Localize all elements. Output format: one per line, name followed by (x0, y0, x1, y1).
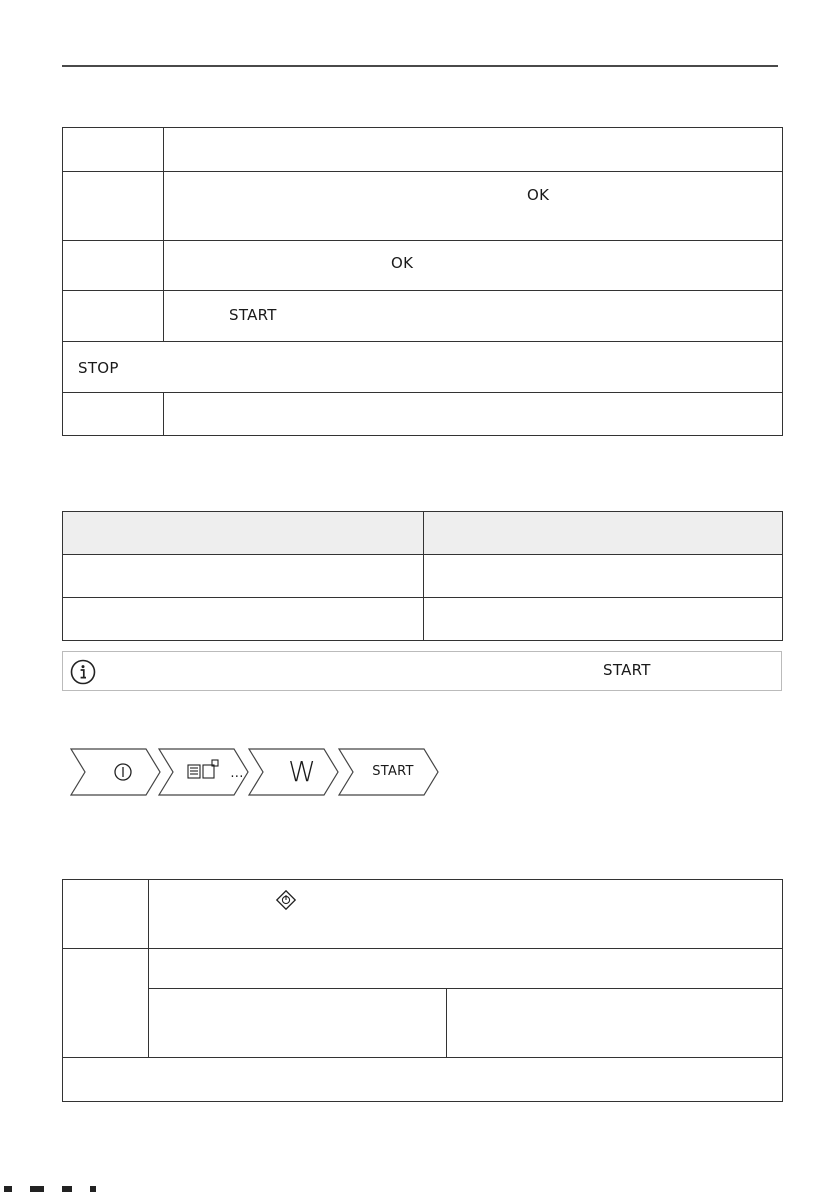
table-row (63, 128, 783, 172)
step-cell (63, 880, 149, 949)
table-row (63, 555, 783, 598)
table-header-row (63, 512, 783, 555)
step-cell (63, 241, 164, 291)
instruction-cell (164, 393, 783, 436)
start-step-label: START (372, 764, 414, 779)
header-cell (63, 512, 424, 555)
stop-cell (63, 342, 783, 393)
ok-key-label: OK (527, 186, 550, 204)
table-row (63, 598, 783, 641)
page-footer-fragment (0, 1186, 120, 1192)
table-row (63, 1058, 783, 1102)
table-row (63, 880, 783, 949)
option-cell (447, 989, 783, 1058)
header-rule (62, 65, 778, 67)
operation-sequence (70, 748, 440, 796)
flow-step-power (70, 748, 162, 796)
summary-cell (63, 1058, 783, 1102)
table-row (63, 393, 783, 436)
table-row (63, 949, 783, 989)
table-row (63, 241, 783, 291)
start-function-table (62, 879, 783, 1102)
start-key-label: START (603, 661, 651, 679)
watt-icon: W (288, 755, 316, 788)
table-cell (63, 555, 424, 598)
start-key-label: START (229, 306, 277, 324)
table-cell (63, 598, 424, 641)
header-cell (424, 512, 783, 555)
settings-table (62, 511, 783, 641)
instruction-cell (164, 172, 783, 241)
table-row (63, 342, 783, 393)
step-cell (63, 128, 164, 172)
step-cell (63, 949, 149, 1058)
more-modes-label: ... (230, 766, 244, 781)
info-icon (70, 659, 96, 685)
option-cell (149, 989, 447, 1058)
procedure-table (62, 127, 783, 436)
table-row (63, 989, 783, 1058)
instruction-cell (164, 291, 783, 342)
step-cell (63, 291, 164, 342)
instruction-cell (149, 880, 783, 949)
step-cell (63, 172, 164, 241)
table-row (63, 291, 783, 342)
ok-key-label: OK (391, 254, 414, 272)
table-cell (424, 598, 783, 641)
instruction-cell (164, 241, 783, 291)
table-row (63, 172, 783, 241)
step-cell (63, 393, 164, 436)
instruction-cell (164, 128, 783, 172)
table-cell (424, 555, 783, 598)
info-note (62, 651, 782, 691)
start-diamond-icon (275, 889, 297, 911)
stop-key-label: STOP (78, 359, 119, 377)
instruction-cell (149, 949, 783, 989)
